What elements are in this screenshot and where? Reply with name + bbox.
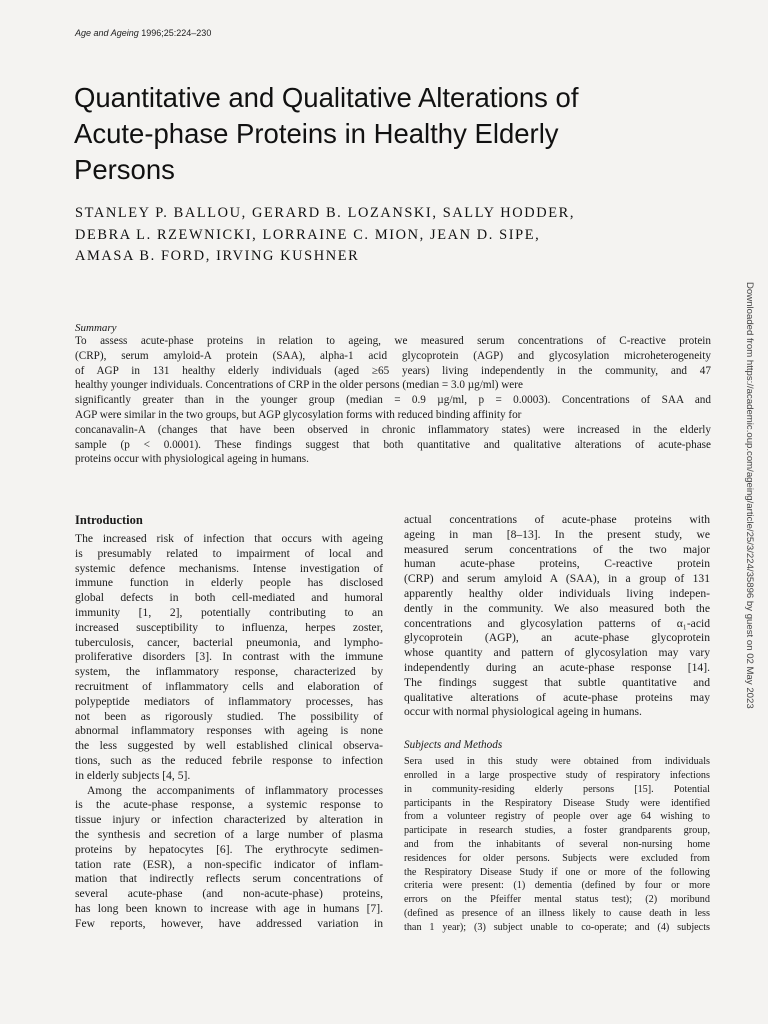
body-line: errors on the Pfeiffer mental status test); (2) moribund — [404, 894, 710, 906]
body-line: The findings suggest that subtle quantitative and — [404, 675, 710, 689]
body-line: dently in the community. We also measured both the — [404, 601, 710, 615]
journal-citation: 1996;25:224–230 — [141, 28, 212, 38]
body-line: apparently healthy older individuals living indepen- — [404, 586, 710, 600]
summary-line: (CRP), serum amyloid-A protein (SAA), alpha-1 acid glycoprotein (AGP) and glycosylation microheterogeneity — [75, 349, 711, 362]
introduction-continued — [404, 513, 710, 720]
body-line: in elderly subjects [4, 5]. — [75, 768, 191, 782]
body-line: tions, such as the reduced febrile response to infection — [75, 753, 383, 767]
author-list — [75, 203, 715, 268]
body-line: not been as rigorously studied. The possibility of — [75, 709, 383, 723]
body-line: global defects in both cell-mediated and humoral — [75, 591, 383, 605]
summary-heading: Summary — [75, 322, 117, 334]
left-column — [75, 513, 383, 932]
body-line: has long been known to increase with age in humans [7]. — [75, 901, 383, 915]
body-line: mation that indirectly reflects serum concentrations of — [75, 872, 383, 886]
body-line: immune function in elderly people has disclosed — [75, 576, 383, 590]
body-line: Sera used in this study were obtained from individuals — [404, 756, 710, 768]
body-line: tissue injury or infection characterized by alteration in — [75, 813, 383, 827]
body-line: is presumably related to impairment of local and — [75, 546, 383, 560]
body-line: concentrations and glycosylation patterns of α₁-acid — [404, 616, 710, 630]
body-line: actual concentrations of acute-phase proteins with — [404, 513, 710, 526]
body-line: tuberculosis, cancer, bacterial pneumonia, and lympho- — [75, 635, 383, 649]
body-line: ageing in man [8–13]. In the present study, we — [404, 527, 710, 541]
body-line: than 1 year); (3) subject unable to co-operate; and (4) subjects — [404, 921, 710, 933]
body-line: several acute-phase (and non-acute-phase) proteins, — [75, 887, 383, 901]
body-line: independently during an acute-phase response [14]. — [404, 660, 710, 674]
summary-line: To assess acute-phase proteins in relation to ageing, we measured serum concentrations of C-reactive protein — [75, 335, 711, 347]
body-line: occur with normal physiological ageing in humans. — [404, 705, 642, 719]
summary-line: healthy younger individuals. Concentrations of CRP in the older persons (median = 3.0 µg/ml) were — [75, 379, 523, 392]
journal-reference — [75, 28, 211, 38]
summary-line: sample (p < 0.0001). These findings suggest that both quantitative and qualitative alterations of acute-phase — [75, 438, 711, 451]
body-line: system, the inflammatory response, characterized by — [75, 665, 383, 679]
body-line: immunity [1, 2], potentially contributing to an — [75, 605, 383, 619]
body-line: in community-residing elderly persons [15]. Potential — [404, 783, 710, 795]
download-watermark: Downloaded from https://academic.oup.com/ageing/article/25/3/224/35896 by guest on 02 May 2023 — [744, 282, 755, 709]
methods-heading: Subjects and Methods — [404, 739, 503, 752]
body-line: human acute-phase proteins, C-reactive protein — [404, 557, 710, 571]
body-line: Few reports, however, have addressed variation in — [75, 916, 383, 930]
summary-line: concanavalin-A (changes that have been observed in chronic inflammatory states) were increased in the elderly — [75, 423, 711, 436]
body-line: the Respiratory Disease Study if one or more of the following — [404, 866, 710, 878]
body-line: The increased risk of infection that occurs with ageing — [75, 532, 383, 545]
summary-line: significantly greater than in the younger group (median = 0.9 µg/ml, p = 0.0003). Concentrations of SAA and — [75, 394, 711, 407]
body-line: (CRP) and serum amyloid A (SAA), in a group of 131 — [404, 572, 710, 586]
body-line: proteins by hepatocytes [6]. The erythrocyte sedimen- — [75, 842, 383, 856]
body-line: the synthesis and secretion of a large number of plasma — [75, 827, 383, 841]
title-line: Quantitative and Qualitative Alterations of — [74, 82, 579, 113]
body-line: criteria were present: (1) dementia (defined by four or more — [404, 880, 710, 892]
body-line: tation rate (ESR), a non-specific indicator of inflam- — [75, 857, 383, 871]
introduction-text — [75, 532, 383, 932]
body-line: measured serum concentrations of the two major — [404, 542, 710, 556]
body-line: from a volunteer registry of people over age 64 wishing to — [404, 811, 710, 823]
body-line: (defined as presence of an illness likely to cause death in less — [404, 907, 710, 919]
body-line: Among the accompaniments of inflammatory processes — [87, 783, 383, 797]
body-line: abnormal inflammatory responses with ageing is none — [75, 724, 383, 738]
body-line: glycoprotein (AGP), an acute-phase glycoprotein — [404, 631, 710, 645]
body-line: recruitment of inflammatory cells and elaboration of — [75, 679, 383, 693]
author-line: STANLEY P. BALLOU, GERARD B. LOZANSKI, SALLY HODDER, — [75, 205, 576, 221]
right-column — [404, 513, 710, 935]
journal-name: Age and Ageing — [75, 28, 139, 38]
summary-line: AGP were similar in the two groups, but AGP glycosylation forms with reduced binding affinity for — [75, 408, 522, 421]
body-line: proliferative disorders [3]. In contrast with the immune — [75, 650, 383, 664]
body-line: the less suggested by well established clinical observa- — [75, 739, 383, 753]
body-line: and from the inhabitants of several non-nursing home — [404, 838, 710, 850]
title-line: Persons — [74, 154, 175, 185]
title-line: Acute-phase Proteins in Healthy Elderly — [74, 118, 559, 149]
summary-line: of AGP in 131 healthy elderly individuals (aged ≥65 years) living independently in the community, and 47 — [75, 364, 711, 377]
body-line: increased susceptibility to influenza, herpes zoster, — [75, 620, 383, 634]
body-line: participate in research studies, a foster grandparents group, — [404, 825, 710, 837]
body-line: residences for older persons. Subjects were excluded from — [404, 852, 710, 864]
author-line: AMASA B. FORD, IRVING KUSHNER — [75, 248, 360, 264]
body-line: qualitative alterations of acute-phase proteins may — [404, 690, 710, 704]
paper-title — [74, 80, 714, 188]
methods-text — [404, 755, 710, 934]
author-line: DEBRA L. RZEWNICKI, LORRAINE C. MION, JEAN D. SIPE, — [75, 226, 541, 243]
body-line: whose quantity and pattern of glycosylation may vary — [404, 646, 710, 660]
body-line: enrolled in a large prospective study of respiratory infections — [404, 769, 710, 781]
body-line: participants in the Respiratory Disease Study were identified — [404, 797, 710, 809]
summary-text — [75, 334, 711, 467]
body-line: systemic defence mechanisms. Intense investigation of — [75, 561, 383, 575]
body-line: polypeptide mediators of inflammatory processes, has — [75, 694, 383, 708]
summary-line: proteins occur with physiological ageing in humans. — [75, 453, 309, 466]
body-line: is the acute-phase response, a systemic response to — [75, 798, 383, 812]
introduction-heading: Introduction — [75, 513, 143, 527]
